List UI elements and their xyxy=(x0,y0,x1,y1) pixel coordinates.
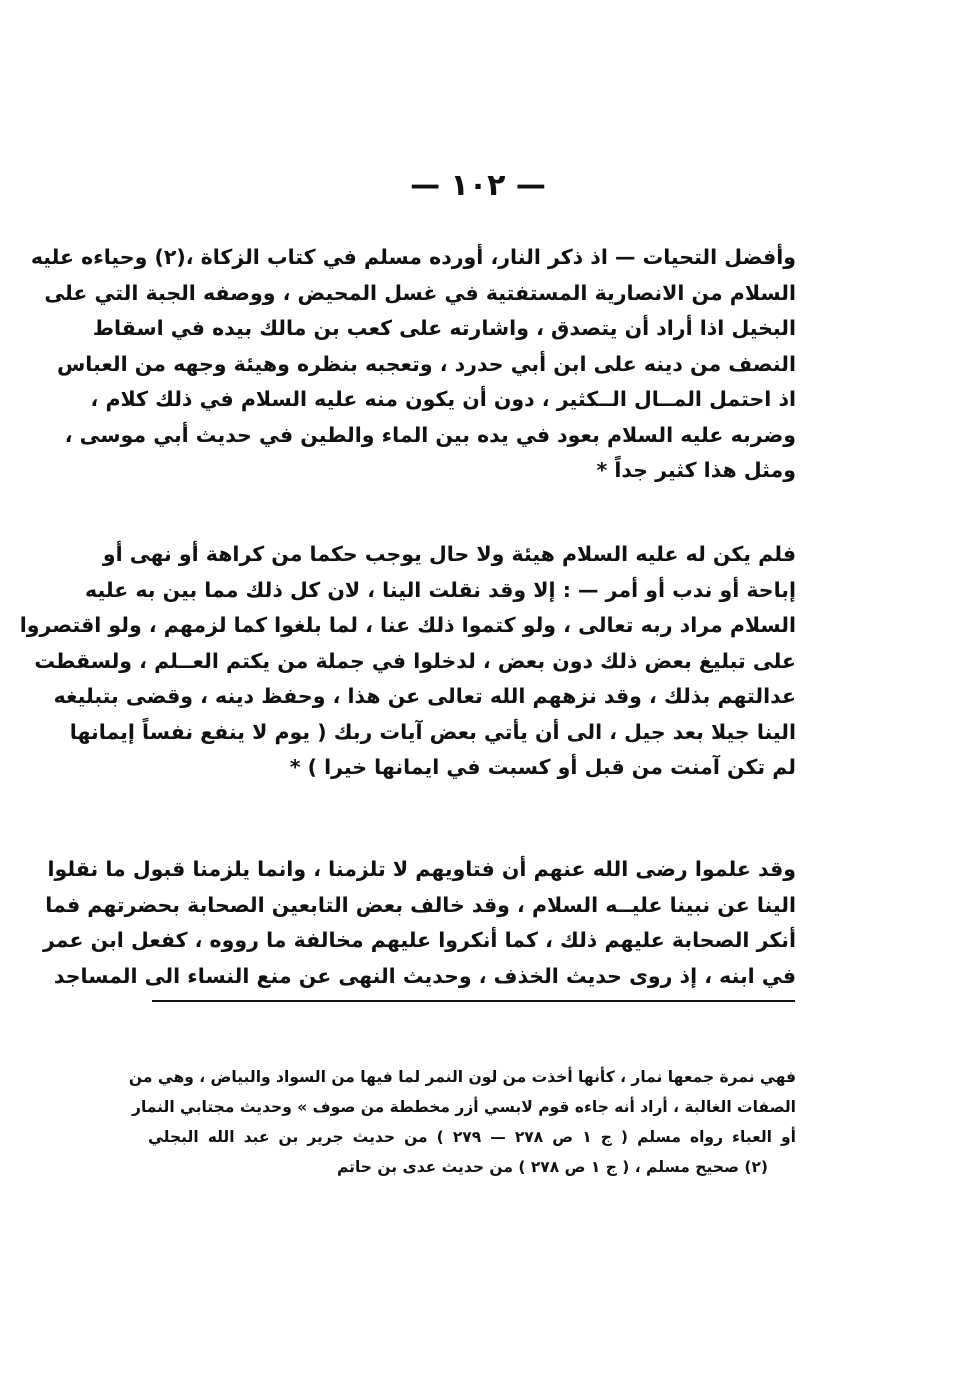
text-line: البخيل اذا أراد أن يتصدق ، واشارته على كعب بن مالك بيده في اسقاط xyxy=(92,316,796,340)
text-line: اذ احتمل المــال الــكثير ، دون أن يكون منه عليه السلام في ذلك كلام ، xyxy=(90,387,796,411)
paragraph-1 xyxy=(30,240,796,489)
text-line: إباحة أو ندب أو أمر — : إلا وقد نقلت الينا ، لان كل ذلك مما بين به عليه xyxy=(85,577,796,602)
footnote-line: فهي نمرة جمعها نمار ، كأنها أخذت من لون النمر لما فيها من السواد والبياض ، وهي من xyxy=(128,1068,796,1086)
footnote-line: أو العباء رواه مسلم ( ج ١ ص ٢٧٨ — ٢٧٩ ) من حديث جرير بن عبد الله البجلي xyxy=(148,1128,796,1146)
text-line: السلام مراد ربه تعالى ، ولو كتموا ذلك عنا ، لما بلغوا كما لزمهم ، ولو اقتصروا xyxy=(19,613,796,637)
text-line: على تبليغ بعض ذلك دون بعض ، لدخلوا في جملة من يكتم العــلم ، ولسقطت xyxy=(34,648,796,673)
text-line: لم تكن آمنت من قبل أو كسبت في ايمانها خيرا ) * xyxy=(289,755,796,779)
text-line: أنكر الصحابة عليهم ذلك ، كما أنكروا عليهم مخالفة ما رووه ، كفعل ابن عمر xyxy=(43,928,796,952)
text-line: فلم يكن له عليه السلام هيئة ولا حال يوجب حكما من كراهة أو نهى أو xyxy=(102,542,796,566)
page-number: — ١٠٢ — xyxy=(410,168,546,203)
paragraph-2 xyxy=(19,537,796,786)
footnote-divider xyxy=(152,1000,795,1002)
text-line: النصف من دينه على ابن أبي حدرد ، وتعجبه بنظره وهيئة وجهه من العباس xyxy=(57,351,796,376)
text-line: السلام من الانصارية المستفتية في غسل المحيض ، ووصفه الجبة التي على xyxy=(44,280,796,305)
text-line: عدالتهم بذلك ، وقد نزههم الله تعالى عن هذا ، وحفظ دينه ، وقضى بتبليغه xyxy=(53,684,796,708)
text-line: وضربه عليه السلام بعود في يده بين الماء والطين في حديث أبي موسى ، xyxy=(64,422,796,447)
text-line: ومثل هذا كثير جداً * xyxy=(596,458,796,482)
text-line: وقد علموا رضى الله عنهم أن فتاويهم لا تلزمنا ، وانما يلزمنا قبول ما نقلوا xyxy=(47,857,796,881)
text-line: في ابنه ، إذ روى حديث الخذف ، وحديث النهى عن منع النساء الى المساجد xyxy=(53,963,796,988)
paragraph-3 xyxy=(43,852,796,994)
footnotes xyxy=(128,1062,796,1182)
footnote-line: الصفات الغالبة ، أراد أنه جاءه قوم لابسي أزر مخططة من صوف » وحديث مجتابي النمار xyxy=(132,1098,796,1116)
footnote-2: (٢) صحيح مسلم ، ( ج ١ ص ٢٧٨ ) من حديث عدى بن حاتم xyxy=(336,1158,768,1176)
text-line: الينا جيلا بعد جيل ، الى أن يأتي بعض آيات ربك ( يوم لا ينفع نفساً إيمانها xyxy=(69,719,796,744)
text-line: الينا عن نبينا عليــه السلام ، وقد خالف بعض التابعين الصحابة بحضرتهم فما xyxy=(45,892,796,917)
text-line: وأفضل التحيات — اذ ذكر النار، أورده مسلم في كتاب الزكاة ،(٢) وحياءه عليه xyxy=(30,245,796,269)
